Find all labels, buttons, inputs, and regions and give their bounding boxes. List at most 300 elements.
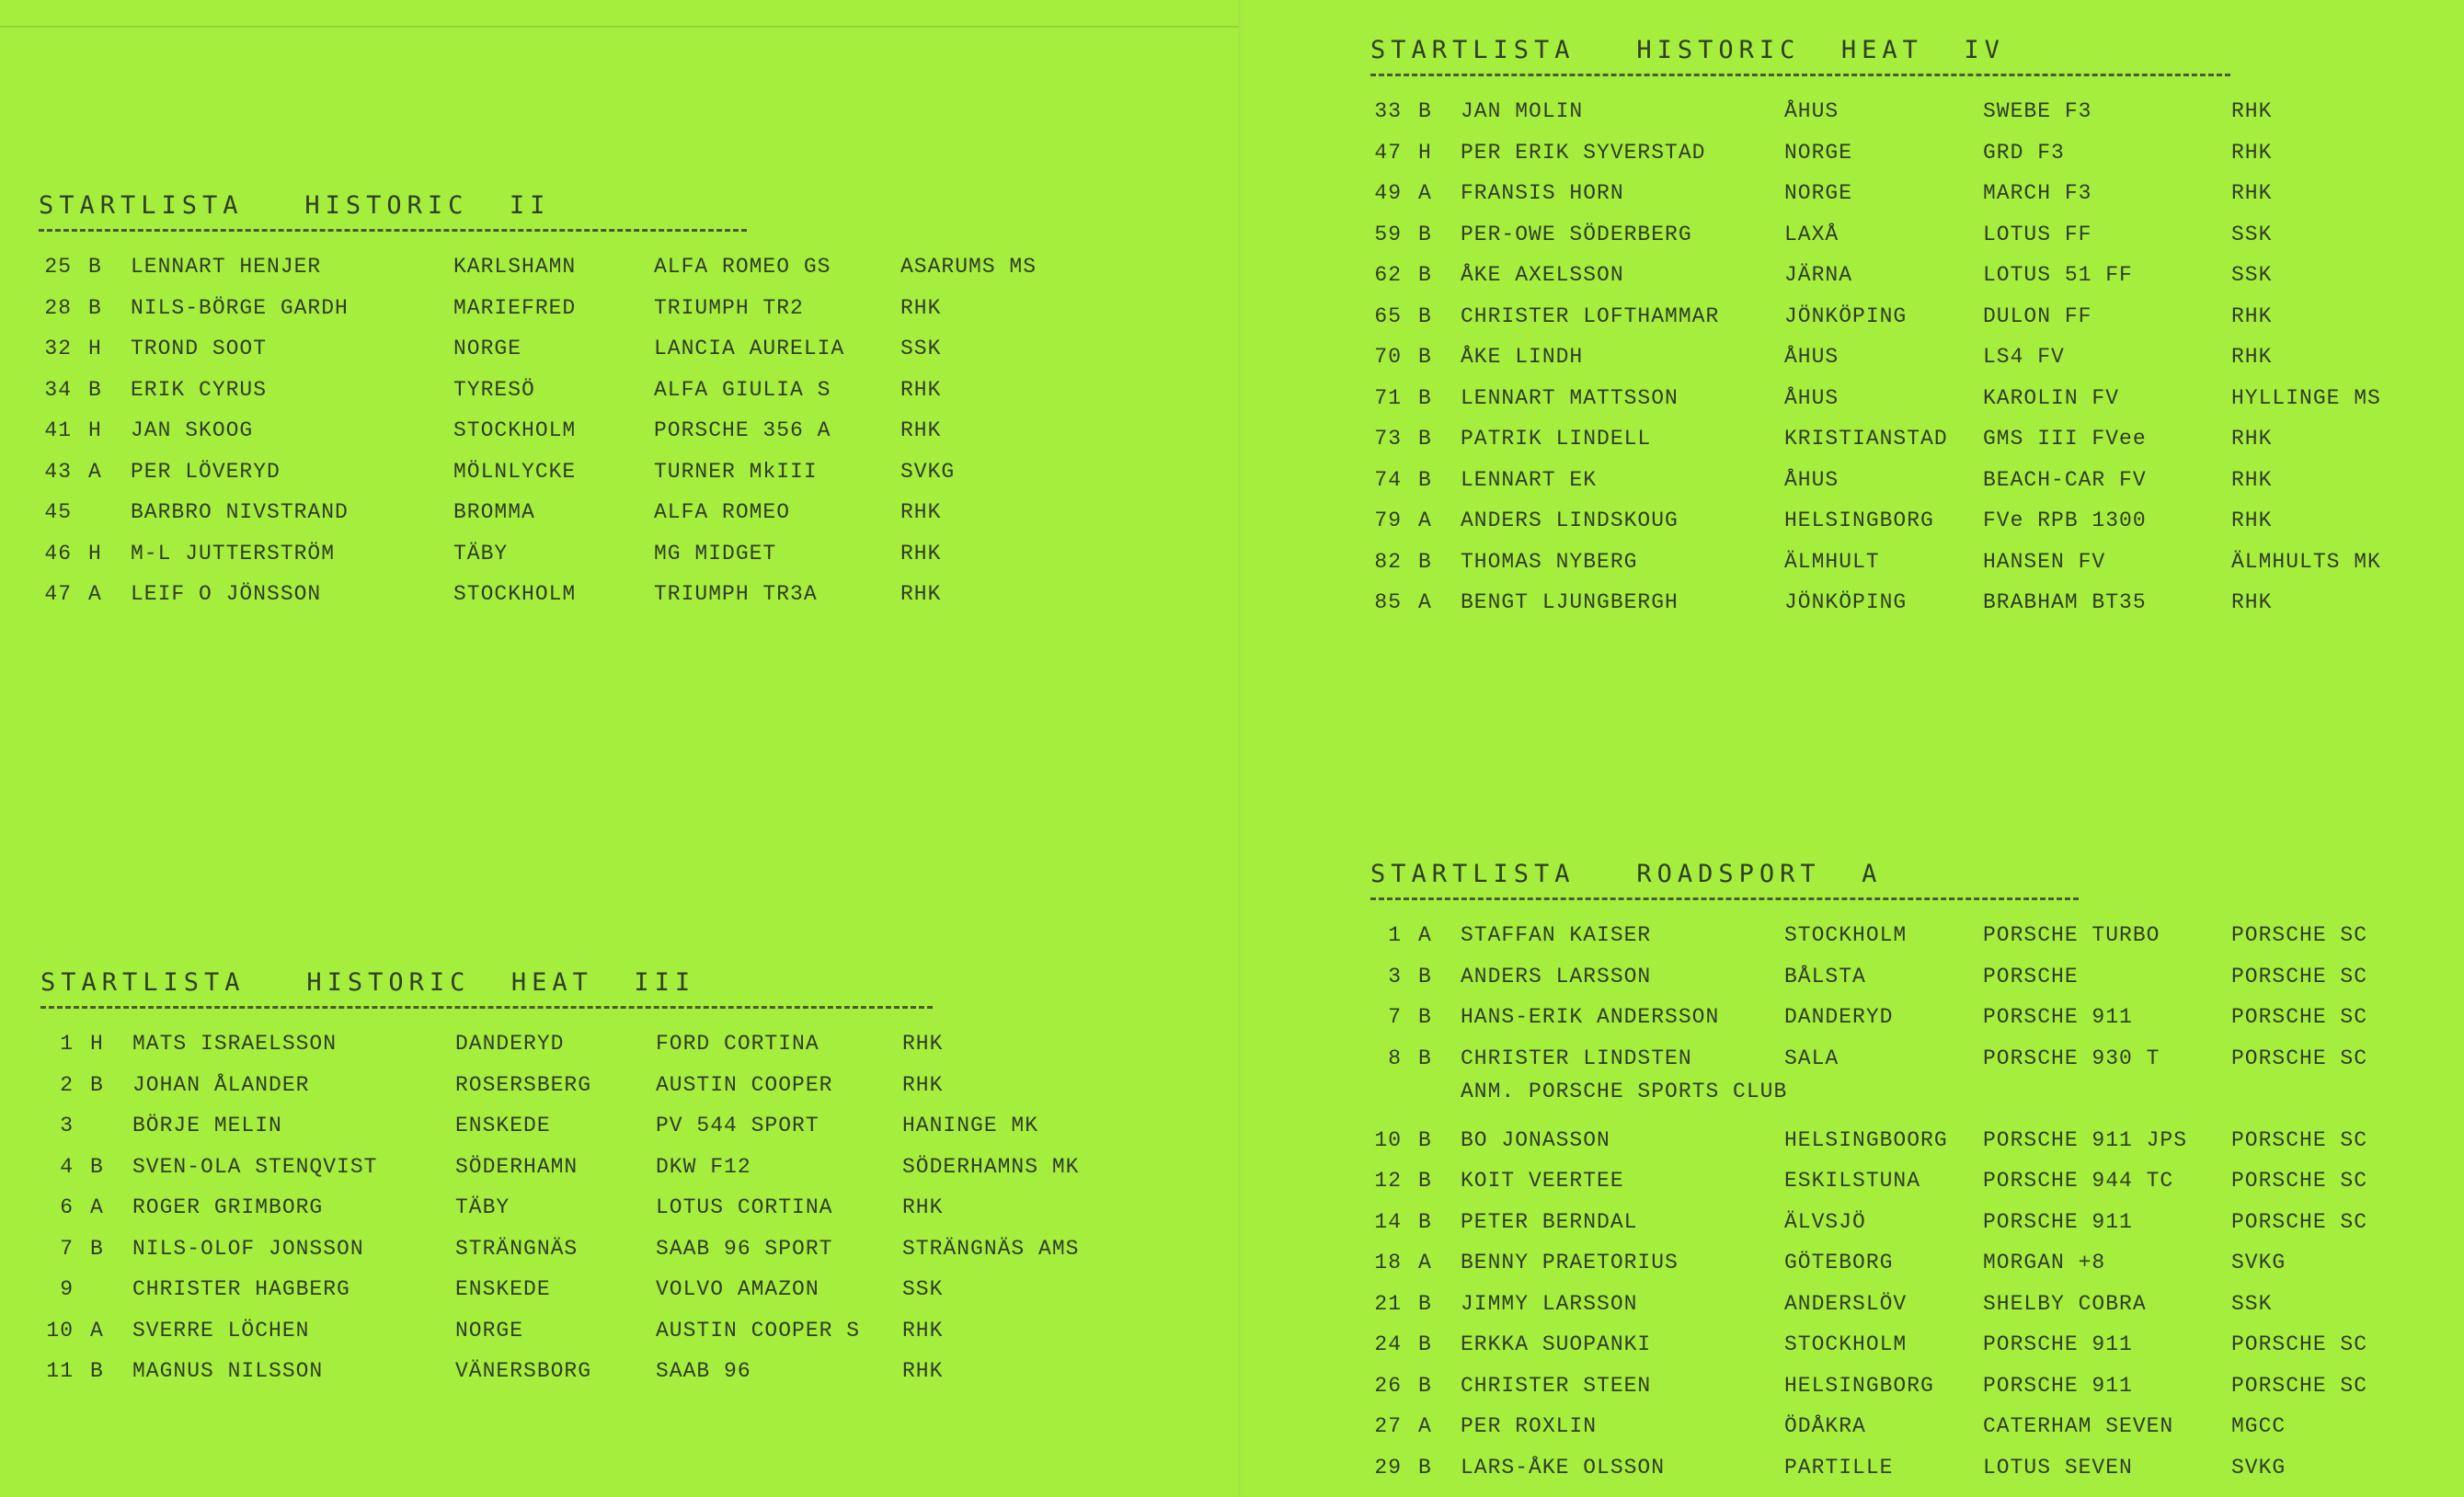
entry-row [1370, 1160, 2415, 1202]
entry-row [1370, 1447, 2415, 1489]
entry-row [1370, 1406, 2415, 1447]
start-number: 71 [1374, 385, 1402, 410]
entry-row [1370, 1120, 2415, 1161]
start-number: 10 [1374, 1127, 1402, 1152]
club-name: SVKG [2231, 1251, 2286, 1275]
hometown: KARLSHAMN [453, 255, 577, 280]
entry-row [40, 1023, 1123, 1065]
club-name: SVKG [900, 459, 956, 484]
club-name: RHK [2231, 140, 2273, 165]
driver-name: LARS-ÅKE OLSSON [1461, 1455, 1666, 1480]
driver-name: M-L JUTTERSTRÖM [131, 541, 336, 566]
car-model: KAROLIN FV [1983, 385, 2120, 410]
class-letter: B [90, 1154, 104, 1179]
driver-name: LENNART MATTSSON [1461, 385, 1679, 410]
entry-row [1370, 91, 2415, 132]
club-name: PORSCHE SC [2231, 1005, 2368, 1030]
hometown: HELSINGBOORG [1784, 1127, 1948, 1152]
car-model: SHELBY COBRA [1983, 1291, 2147, 1316]
class-letter: A [1418, 181, 1432, 206]
class-letter: B [1418, 1373, 1432, 1398]
driver-name: LENNART HENJER [131, 255, 322, 280]
entry-row [1370, 582, 2415, 623]
entry-row [1370, 1366, 2415, 1407]
class-letter [74, 1105, 132, 1147]
driver-name: FRANSIS HORN [1461, 181, 1624, 206]
club-name: SSK [2231, 1291, 2273, 1316]
class-letter: B [88, 377, 102, 402]
class-letter: B [1418, 1169, 1432, 1194]
car-model: FORD CORTINA [656, 1032, 819, 1057]
hometown: SALA [1784, 1046, 1839, 1070]
club-name: RHK [2231, 509, 2273, 533]
club-name: STRÄNGNÄS AMS [902, 1236, 1080, 1261]
class-letter: A [90, 1195, 104, 1220]
start-number: 82 [1374, 549, 1402, 574]
car-model: BEACH-CAR FV [1983, 467, 2147, 492]
driver-name: JAN MOLIN [1461, 99, 1584, 124]
title-underline [1370, 74, 2230, 76]
class-letter: B [1418, 1332, 1432, 1357]
club-name: SVKG [2231, 1455, 2286, 1480]
club-name: PORSCHE SC [2231, 1209, 2368, 1234]
club-name: PORSCHE SC [2231, 1373, 2368, 1398]
club-name: RHK [2231, 345, 2273, 370]
hometown: HELSINGBORG [1784, 509, 1934, 533]
start-number: 32 [44, 337, 72, 361]
hometown: STRÄNGNÄS [455, 1236, 579, 1261]
class-letter: B [1418, 1005, 1432, 1030]
driver-name: BÖRJE MELIN [132, 1114, 282, 1138]
driver-name: SVERRE LÖCHEN [132, 1318, 310, 1343]
driver-name: JIMMY LARSSON [1461, 1291, 1638, 1316]
driver-name: CHRISTER STEEN [1461, 1373, 1652, 1398]
club-name: ASARUMS MS [900, 255, 1037, 280]
entry-row [1370, 173, 2415, 214]
hometown: NORGE [455, 1318, 524, 1343]
hometown: LAXÅ [1784, 222, 1839, 246]
hometown: ÅHUS [1784, 467, 1839, 492]
start-number: 1 [1388, 923, 1402, 948]
entry-note-row [1370, 1079, 2415, 1120]
class-letter: A [1418, 1414, 1432, 1439]
entry-row [1370, 1324, 2415, 1366]
entry-row [1370, 378, 2415, 419]
start-number: 73 [1374, 427, 1402, 451]
driver-name: CHRISTER HAGBERG [132, 1277, 350, 1302]
start-number: 34 [44, 377, 72, 402]
entry-row [1370, 460, 2415, 501]
hometown: STOCKHOLM [453, 582, 577, 607]
class-letter: H [88, 337, 102, 361]
hometown: JÖNKÖPING [1784, 303, 1908, 328]
class-letter: A [88, 459, 102, 484]
entry-row [1370, 337, 2415, 378]
car-model: LANCIA AURELIA [654, 337, 845, 361]
car-model: VOLVO AMAZON [656, 1277, 819, 1302]
section-historic-heat-iv [1370, 35, 2415, 623]
entry-row [1370, 1284, 2415, 1325]
start-number: 74 [1374, 467, 1402, 492]
section-title: STARTLISTA HISTORIC II [39, 191, 551, 220]
start-number: 45 [44, 500, 72, 525]
start-number: 3 [60, 1114, 74, 1138]
car-model: SWEBE F3 [1983, 99, 2092, 124]
class-letter: B [1418, 1127, 1432, 1152]
car-model: TRIUMPH TR3A [654, 582, 818, 607]
car-model: PORSCHE 911 JPS [1983, 1127, 2188, 1152]
entry-row [1370, 418, 2415, 460]
start-number: 47 [1374, 140, 1402, 165]
hometown: GÖTEBORG [1784, 1251, 1894, 1275]
driver-name: ANDERS LARSSON [1461, 964, 1652, 988]
hometown: ÖDÅKRA [1784, 1414, 1866, 1439]
driver-name: JOHAN ÅLANDER [132, 1072, 310, 1097]
entry-row [1370, 296, 2415, 337]
hometown: SÖDERHAMN [455, 1154, 579, 1179]
car-model: DKW F12 [656, 1154, 751, 1179]
hometown: ÄLMHULT [1784, 549, 1880, 574]
club-name: PORSCHE SC [2231, 964, 2368, 988]
start-number: 25 [44, 255, 72, 280]
start-number: 1 [60, 1032, 74, 1057]
club-name: PORSCHE SC [2231, 923, 2368, 948]
hometown: TYRESÖ [453, 377, 535, 402]
car-model: PORSCHE 356 A [654, 418, 831, 443]
entry-row [39, 370, 1084, 411]
car-model: TRIUMPH TR2 [654, 295, 804, 320]
class-letter: A [1418, 590, 1432, 615]
entry-note-cell [1461, 1079, 2415, 1120]
start-number: 7 [60, 1236, 74, 1261]
club-name: RHK [900, 541, 942, 566]
club-name: RHK [900, 295, 942, 320]
entry-row [39, 410, 1084, 451]
class-letter: H [1418, 140, 1432, 165]
start-number: 3 [1388, 964, 1402, 988]
car-model: MG MIDGET [654, 541, 777, 566]
section-title: STARTLISTA HISTORIC HEAT III [40, 968, 696, 997]
club-name: PORSCHE SC [2231, 1046, 2368, 1070]
car-model: FVe RPB 1300 [1983, 509, 2147, 533]
hometown: TÄBY [453, 541, 509, 566]
entry-row [40, 1187, 1123, 1228]
section-title: STARTLISTA ROADSPORT A [1370, 860, 1883, 888]
entry-row [1370, 1202, 2415, 1243]
class-letter: B [88, 295, 102, 320]
class-letter: B [1418, 345, 1432, 370]
section-roadsport-a [1370, 859, 2415, 1488]
driver-name: PETER BERNDAL [1461, 1209, 1638, 1234]
club-name: RHK [900, 377, 942, 402]
hometown: PARTILLE [1784, 1455, 1894, 1480]
start-number: 9 [60, 1277, 74, 1302]
driver-name: LENNART EK [1461, 467, 1598, 492]
car-model: LOTUS SEVEN [1983, 1455, 2133, 1480]
section-title: STARTLISTA HISTORIC HEAT IV [1370, 36, 2005, 64]
entry-row [39, 533, 1084, 575]
entry-row [39, 492, 1084, 533]
hometown: STOCKHOLM [1784, 923, 1908, 948]
start-number: 6 [60, 1195, 74, 1220]
car-model: AUSTIN COOPER S [656, 1318, 861, 1343]
paper-crease [0, 26, 1239, 28]
class-letter: B [1418, 427, 1432, 451]
driver-name: HANS-ERIK ANDERSSON [1461, 1005, 1720, 1030]
hometown: ÅHUS [1784, 99, 1839, 124]
class-letter [74, 1269, 132, 1310]
class-letter: A [1418, 509, 1432, 533]
hometown: ROSERSBERG [455, 1072, 592, 1097]
entry-row [39, 451, 1084, 493]
entry-row [40, 1105, 1123, 1147]
car-model: PORSCHE 911 [1983, 1209, 2133, 1234]
entry-row [1370, 1038, 2415, 1080]
entry-row [39, 246, 1084, 288]
car-model: LOTUS CORTINA [656, 1195, 833, 1220]
class-letter: B [1418, 263, 1432, 288]
start-number: 21 [1374, 1291, 1402, 1316]
entry-row [1370, 500, 2415, 542]
start-number: 27 [1374, 1414, 1402, 1439]
club-name: RHK [902, 1359, 944, 1384]
start-number: 12 [1374, 1169, 1402, 1194]
start-number: 7 [1388, 1005, 1402, 1030]
hometown: JÖNKÖPING [1784, 590, 1908, 615]
car-model: ALFA ROMEO GS [654, 255, 831, 280]
start-number: 43 [44, 459, 72, 484]
class-letter: A [1418, 923, 1432, 948]
driver-name: ANDERS LINDSKOUG [1461, 509, 1679, 533]
class-letter: B [1418, 1455, 1432, 1480]
entry-row [39, 288, 1084, 329]
driver-name: ERIK CYRUS [131, 377, 268, 402]
start-number: 70 [1374, 345, 1402, 370]
car-model: PORSCHE 930 T [1983, 1046, 2160, 1070]
entry-row [1370, 997, 2415, 1038]
car-model: ALFA ROMEO [654, 500, 791, 525]
car-model: HANSEN FV [1983, 549, 2106, 574]
start-number: 11 [46, 1359, 74, 1384]
entry-row [40, 1228, 1123, 1270]
hometown: HELSINGBORG [1784, 1373, 1934, 1398]
driver-name: ERKKA SUOPANKI [1461, 1332, 1652, 1357]
hometown: DANDERYD [455, 1032, 565, 1057]
hometown: DANDERYD [1784, 1005, 1894, 1030]
car-model: GMS III FVee [1983, 427, 2147, 451]
entry-row [40, 1147, 1123, 1188]
start-number: 85 [1374, 590, 1402, 615]
driver-name: SVEN-OLA STENQVIST [132, 1154, 378, 1179]
club-name: RHK [900, 582, 942, 607]
start-number: 49 [1374, 181, 1402, 206]
driver-name: CHRISTER LOFTHAMMAR [1461, 303, 1720, 328]
car-model: CATERHAM SEVEN [1983, 1414, 2174, 1439]
entry-row [1370, 915, 2415, 956]
entry-row [40, 1269, 1123, 1310]
club-name: SSK [2231, 222, 2273, 246]
start-number: 18 [1374, 1251, 1402, 1275]
driver-name: PER LÖVERYD [131, 459, 281, 484]
entry-row [1370, 214, 2415, 256]
start-number: 24 [1374, 1332, 1402, 1357]
entry-row [40, 1065, 1123, 1106]
club-name: HYLLINGE MS [2231, 385, 2381, 410]
class-letter: B [90, 1359, 104, 1384]
page-fold [1239, 0, 1242, 1497]
driver-name: KOIT VEERTEE [1461, 1169, 1624, 1194]
hometown: ESKILSTUNA [1784, 1169, 1921, 1194]
entry-row [1370, 956, 2415, 998]
hometown: BÅLSTA [1784, 964, 1866, 988]
driver-name: CHRISTER LINDSTEN [1461, 1046, 1692, 1070]
class-letter: B [1418, 99, 1432, 124]
hometown: ÅHUS [1784, 385, 1839, 410]
car-model: SAAB 96 SPORT [656, 1236, 833, 1261]
class-letter: B [1418, 964, 1432, 988]
start-number: 2 [60, 1072, 74, 1097]
club-name: RHK [2231, 99, 2273, 124]
start-number: 59 [1374, 222, 1402, 246]
start-list-table [39, 246, 1084, 615]
entry-row [39, 574, 1084, 615]
club-name: RHK [2231, 467, 2273, 492]
driver-name: PER-OWE SÖDERBERG [1461, 222, 1692, 246]
car-model: PORSCHE 911 [1983, 1332, 2133, 1357]
driver-name: ROGER GRIMBORG [132, 1195, 324, 1220]
class-letter: B [1418, 467, 1432, 492]
car-model: BRABHAM BT35 [1983, 590, 2147, 615]
club-name: RHK [2231, 181, 2273, 206]
spacer [1402, 1079, 1461, 1120]
class-letter [72, 492, 131, 533]
hometown: NORGE [1784, 181, 1853, 206]
class-letter: B [1418, 303, 1432, 328]
class-letter: B [1418, 1291, 1432, 1316]
club-name: RHK [902, 1195, 944, 1220]
start-number: 4 [60, 1154, 74, 1179]
car-model: GRD F3 [1983, 140, 2065, 165]
driver-name: ÅKE LINDH [1461, 345, 1584, 370]
hometown: VÄNERSBORG [455, 1359, 592, 1384]
entry-row [1370, 542, 2415, 583]
club-name: PORSCHE SC [2231, 1332, 2368, 1357]
hometown: ENSKEDE [455, 1277, 551, 1302]
title-underline [39, 229, 747, 232]
club-name: HANINGE MK [902, 1114, 1039, 1138]
club-name: RHK [2231, 590, 2273, 615]
start-number: 79 [1374, 509, 1402, 533]
car-model: MARCH F3 [1983, 181, 2092, 206]
club-name: PORSCHE SC [2231, 1169, 2368, 1194]
club-name: RHK [2231, 303, 2273, 328]
hometown: BROMMA [453, 500, 535, 525]
driver-name: NILS-BÖRGE GARDH [131, 295, 349, 320]
entry-row [1370, 255, 2415, 296]
car-model: PORSCHE 944 TC [1983, 1169, 2174, 1194]
start-number: 33 [1374, 99, 1402, 124]
start-number: 47 [44, 582, 72, 607]
driver-name: PER ERIK SYVERSTAD [1461, 140, 1706, 165]
car-model: PORSCHE 911 [1983, 1005, 2133, 1030]
car-model: LOTUS FF [1983, 222, 2092, 246]
section-historic-heat-iii [40, 967, 1123, 1392]
car-model: DULON FF [1983, 303, 2092, 328]
start-number: 62 [1374, 263, 1402, 288]
club-name: PORSCHE SC [2231, 1127, 2368, 1152]
hometown: ÅHUS [1784, 345, 1839, 370]
entry-row [39, 328, 1084, 370]
class-letter: B [90, 1236, 104, 1261]
driver-name: LEIF O JÖNSSON [131, 582, 322, 607]
hometown: ANDERSLÖV [1784, 1291, 1908, 1316]
driver-name: BENNY PRAETORIUS [1461, 1251, 1679, 1275]
club-name: SSK [902, 1277, 944, 1302]
class-letter: B [1418, 222, 1432, 246]
class-letter: A [88, 582, 102, 607]
hometown: ÄLVSJÖ [1784, 1209, 1866, 1234]
entry-note: ANM. PORSCHE SPORTS CLUB [1461, 1080, 1788, 1104]
start-number: 8 [1388, 1046, 1402, 1070]
start-list-table [1370, 91, 2415, 623]
start-number: 29 [1374, 1455, 1402, 1480]
hometown: KRISTIANSTAD [1784, 427, 1948, 451]
car-model: ALFA GIULIA S [654, 377, 831, 402]
car-model: PORSCHE [1983, 964, 2079, 988]
car-model: LS4 FV [1983, 345, 2065, 370]
hometown: NORGE [1784, 140, 1853, 165]
class-letter: B [1418, 1046, 1432, 1070]
club-name: RHK [902, 1318, 944, 1343]
class-letter: H [88, 541, 102, 566]
hometown: MARIEFRED [453, 295, 577, 320]
driver-name: BENGT LJUNGBERGH [1461, 590, 1679, 615]
entry-row [40, 1351, 1123, 1392]
club-name: SSK [900, 337, 942, 361]
driver-name: STAFFAN KAISER [1461, 923, 1652, 948]
driver-name: JAN SKOOG [131, 418, 254, 443]
car-model: TURNER MkIII [654, 459, 818, 484]
driver-name: MAGNUS NILSSON [132, 1359, 324, 1384]
driver-name: BARBRO NIVSTRAND [131, 500, 349, 525]
class-letter: A [1418, 1251, 1432, 1275]
start-number: 28 [44, 295, 72, 320]
class-letter: A [90, 1318, 104, 1343]
section-historic-ii [39, 190, 1084, 615]
car-model: PORSCHE 911 [1983, 1373, 2133, 1398]
class-letter: H [88, 418, 102, 443]
start-list-table [1370, 915, 2415, 1488]
club-name: ÄLMHULTS MK [2231, 549, 2381, 574]
club-name: SÖDERHAMNS MK [902, 1154, 1080, 1179]
entry-row [40, 1310, 1123, 1352]
hometown: TÄBY [455, 1195, 510, 1220]
club-name: RHK [902, 1072, 944, 1097]
class-letter: B [1418, 549, 1432, 574]
start-number: 46 [44, 541, 72, 566]
car-model: AUSTIN COOPER [656, 1072, 833, 1097]
driver-name: THOMAS NYBERG [1461, 549, 1638, 574]
car-model: LOTUS 51 FF [1983, 263, 2133, 288]
start-number: 10 [46, 1318, 74, 1343]
driver-name: BO JONASSON [1461, 1127, 1610, 1152]
title-underline [40, 1006, 933, 1009]
class-letter: B [88, 255, 102, 280]
start-number: 14 [1374, 1209, 1402, 1234]
club-name: RHK [900, 418, 942, 443]
driver-name: PATRIK LINDELL [1461, 427, 1652, 451]
driver-name: ÅKE AXELSSON [1461, 263, 1624, 288]
